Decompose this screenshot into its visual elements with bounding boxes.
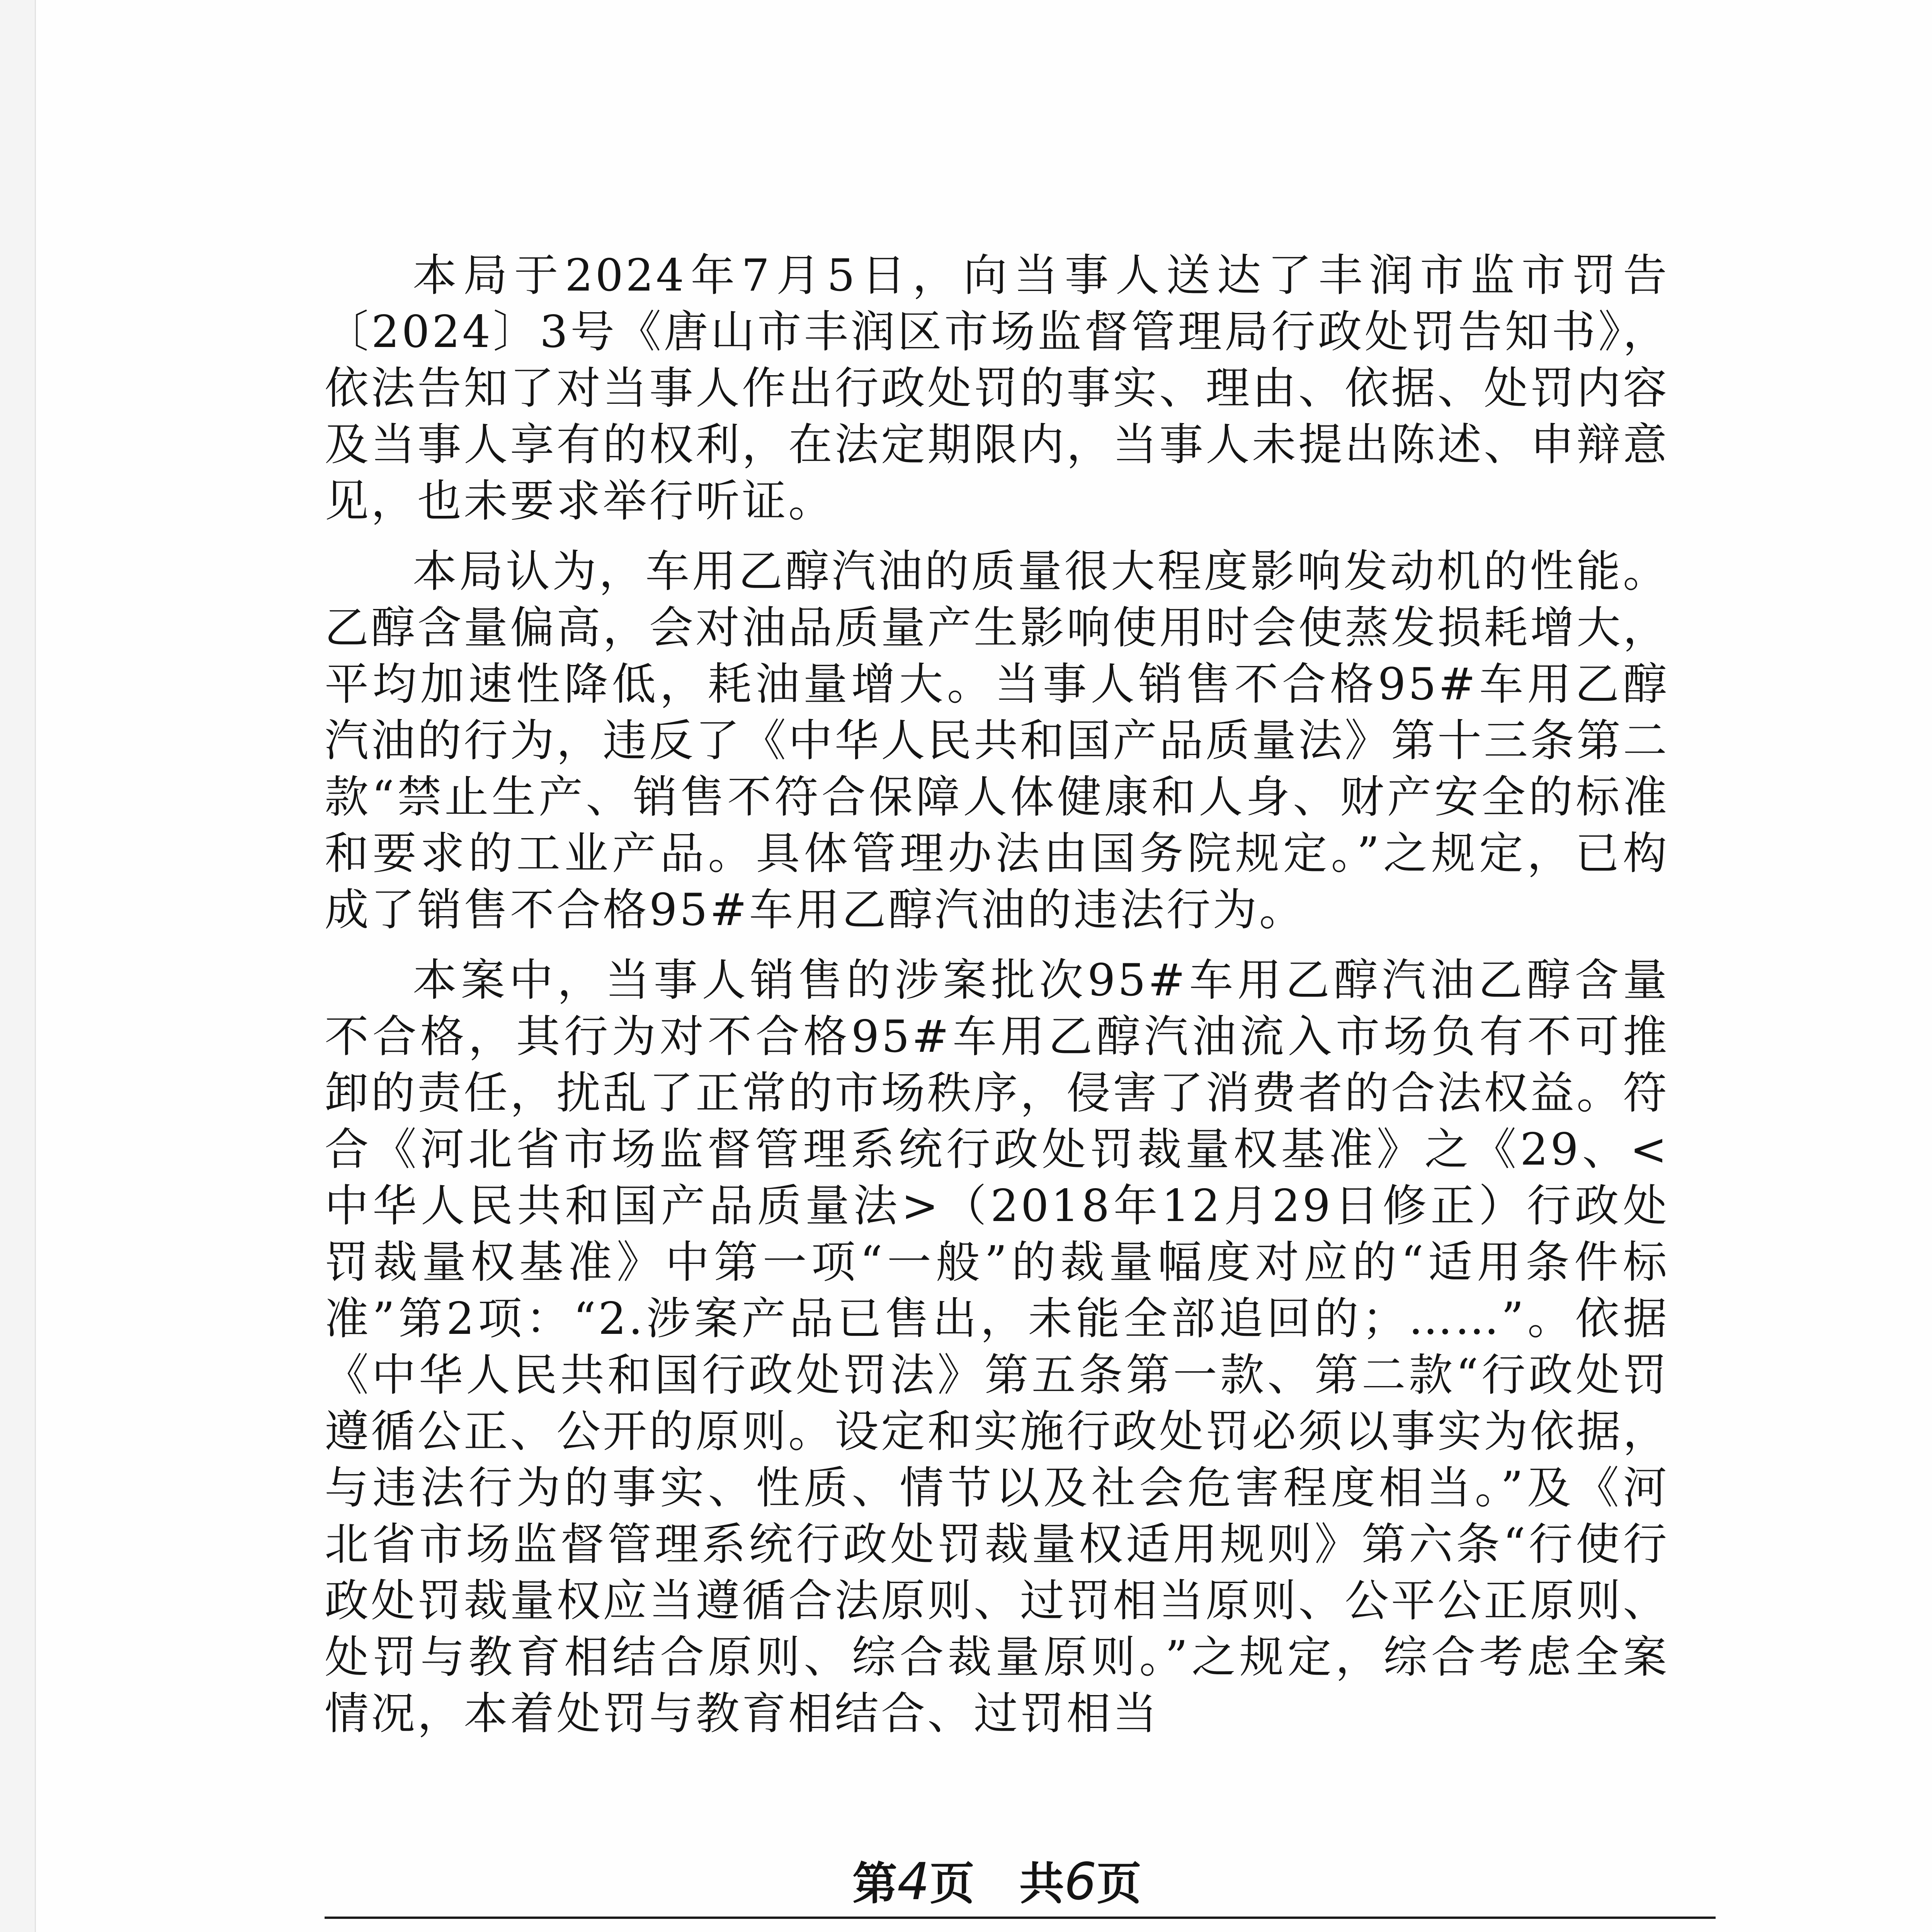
paragraph-notice-delivery: 本局于2024年7月5日，向当事人送达了丰润市监市罚告〔2024〕3号《唐山市丰润区市场监督管理局行政处罚告知书》，依法告知了对当事人作出行政处罚的事实、理由、依据、处罚内容及当事人享有的权利，在法定期限内，当事人未提出陈述、申辩意见，也未要求举行听证。 [325,250,1670,527]
footer-divider [325,1917,1716,1919]
document-body [325,247,1669,1756]
scan-left-margin [0,0,36,1932]
paragraph-case-analysis: 本案中，当事人销售的涉案批次95#车用乙醇汽油乙醇含量不合格，其行为对不合格95#车用乙醇汽油流入市场负有不可推卸的责任，扰乱了正常的市场秩序，侵害了消费者的合法权益。符合《河北省市场监督管理系统行政处罚裁量权基准》之《29、<中华人民共和国产品质量法>（2018年12月29日修正）行政处罚裁量权基准》中第一项“一般”的裁量幅度对应的“适用条件标准”第2项：“2.涉案产品已售出，未能全部追回的；……”。依据《中华人民共和国行政处罚法》第五条第一款、第二款“行政处罚遵循公正、公开的原则。设定和实施行政处罚必须以事实为依据，与违法行为的事实、性质、情节以及社会危害程度相当。”及《河北省市场监督管理系统行政处罚裁量权适用规则》第六条“行使行政处罚裁量权应当遵循合法原则、过罚相当原则、公平公正原则、处罚与教育相结合原则、综合裁量原则。”之规定，综合考虑全案情况，本着处罚与教育相结合、过罚相当 [325,954,1670,1739]
page-number [325,1852,1669,1912]
page-total-handwritten: 6 [1064,1852,1097,1912]
page-current-handwritten: 4 [897,1852,930,1912]
paragraph-legal-finding: 本局认为，车用乙醇汽油的质量很大程度影响发动机的性能。乙醇含量偏高，会对油品质量产生影响使用时会使蒸发损耗增大，平均加速性降低，耗油量增大。当事人销售不合格95#车用乙醇汽油的行为，违反了《中华人民共和国产品质量法》第十三条第二款“禁止生产、销售不符合保障人体健康和人身、财产安全的标准和要求的工业产品。具体管理办法由国务院规定。”之规定，已构成了销售不合格95#车用乙醇汽油的违法行为。 [325,546,1670,935]
page-suffix: 页 [1096,1857,1141,1910]
page-prefix: 第 [852,1857,898,1910]
page-middle: 页 共 [930,1857,1064,1910]
